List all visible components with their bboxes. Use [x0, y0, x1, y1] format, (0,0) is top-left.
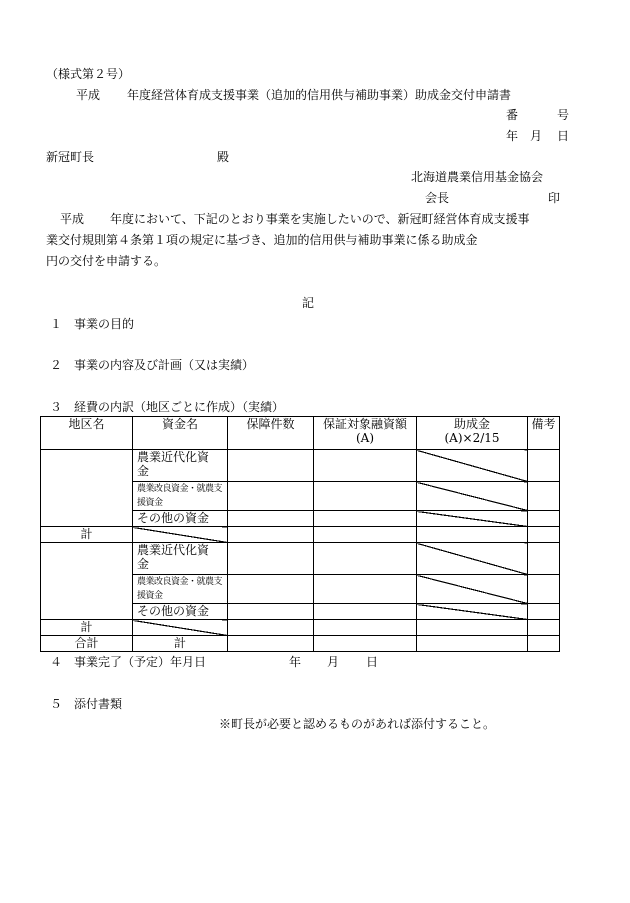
applicant-org: 北海道農業信用基金協会: [411, 170, 544, 184]
remarks-cell: [528, 511, 560, 527]
body-line-2: 業交付規則第４条第１項の規定に基づき、追加的信用供与補助事業に係る助成金: [46, 233, 478, 247]
fund-other: その他の資金: [133, 511, 228, 527]
date-day: 日: [557, 129, 570, 143]
subsidy-cell: [417, 575, 528, 604]
attachment-note: ※町長が必要と認めるものがあれば添付すること。: [219, 717, 496, 731]
subsidy-cell: [417, 482, 528, 511]
loan-amount-cell: [314, 543, 417, 575]
document-title: 年度経営体育成支援事業（追加的信用供与補助事業）助成金交付申請書: [127, 88, 512, 102]
subsidy-cell: [417, 450, 528, 482]
subtotal-row: [41, 527, 560, 543]
section-2: ２ 事業の内容及び計画（又は実績）: [50, 358, 255, 372]
date-month: 月: [530, 129, 543, 143]
fund-other: その他の資金: [133, 604, 228, 620]
header-loan-amount: 保証対象融資額 (A): [314, 417, 417, 450]
body-line-3: 円の交付を申請する。: [46, 254, 167, 268]
section-5: ５ 添付書類: [50, 697, 123, 711]
completion-year: 年: [289, 655, 302, 669]
grand-total-row: [41, 636, 560, 652]
subsidy-cell: [417, 511, 528, 527]
expense-table: [40, 416, 560, 652]
remarks-cell: [528, 482, 560, 511]
table-row: [41, 450, 560, 482]
grand-total-label: 合計: [41, 636, 133, 652]
fund-modernization: 農業近代化資 金: [133, 450, 228, 482]
district-cell: [41, 543, 133, 620]
completion-month: 月: [327, 655, 340, 669]
header-fund: 資金名: [133, 417, 228, 450]
fund-improvement: 農業改良資金・就農支援資金: [133, 482, 228, 511]
table-row: [41, 543, 560, 575]
subtotal-fund-cell: [133, 527, 228, 543]
subtotal-row: [41, 620, 560, 636]
ref-ban: 番: [506, 108, 519, 122]
loan-amount-cell: [314, 450, 417, 482]
guarantee-count-cell: [228, 511, 314, 527]
loan-amount-cell: [314, 575, 417, 604]
fund-improvement: 農業改良資金・就農支援資金: [133, 575, 228, 604]
body-line-1: 年度において、下記のとおり事業を実施したいので、新冠町経営体育成支援事: [110, 212, 530, 226]
remarks-cell: [528, 575, 560, 604]
district-cell: [41, 450, 133, 527]
header-subsidy: 助成金 (A)×2/15: [417, 417, 528, 450]
addressee-name: 新冠町長: [46, 150, 95, 164]
section-3: ３ 経費の内訳（地区ごとに作成）（実績）: [50, 400, 285, 414]
date-year: 年: [506, 129, 519, 143]
guarantee-count-cell: [228, 450, 314, 482]
body-era: 平成: [60, 212, 85, 226]
guarantee-count-cell: [228, 482, 314, 511]
remarks-cell: [528, 604, 560, 620]
guarantee-count-cell: [228, 575, 314, 604]
header-guarantee-count: 保障件数: [228, 417, 314, 450]
subsidy-cell: [417, 604, 528, 620]
fund-modernization: 農業近代化資 金: [133, 543, 228, 575]
guarantee-count-cell: [228, 543, 314, 575]
guarantee-count-cell: [228, 604, 314, 620]
subtotal-label: 計: [41, 527, 133, 543]
loan-amount-cell: [314, 604, 417, 620]
subsidy-cell: [417, 543, 528, 575]
subtotal-label: 計: [41, 620, 133, 636]
title-era: 平成: [76, 88, 101, 102]
ref-go: 号: [557, 108, 570, 122]
applicant-title: 会長: [425, 191, 450, 205]
seal-mark: 印: [548, 191, 561, 205]
header-remarks: 備考: [528, 417, 560, 450]
header-district: 地区名: [41, 417, 133, 450]
section-1: １ 事業の目的: [50, 317, 135, 331]
addressee-honorific: 殿: [217, 150, 230, 164]
table-header-row: [41, 417, 560, 450]
form-number: （様式第２号）: [46, 67, 131, 81]
subtotal-fund-cell: [133, 620, 228, 636]
remarks-cell: [528, 543, 560, 575]
loan-amount-cell: [314, 511, 417, 527]
loan-amount-cell: [314, 482, 417, 511]
completion-day: 日: [366, 655, 379, 669]
ki-heading: 記: [302, 296, 315, 310]
remarks-cell: [528, 450, 560, 482]
section-4: ４ 事業完了（予定）年月日: [50, 655, 207, 669]
grand-total-fund-label: 計: [133, 636, 228, 652]
